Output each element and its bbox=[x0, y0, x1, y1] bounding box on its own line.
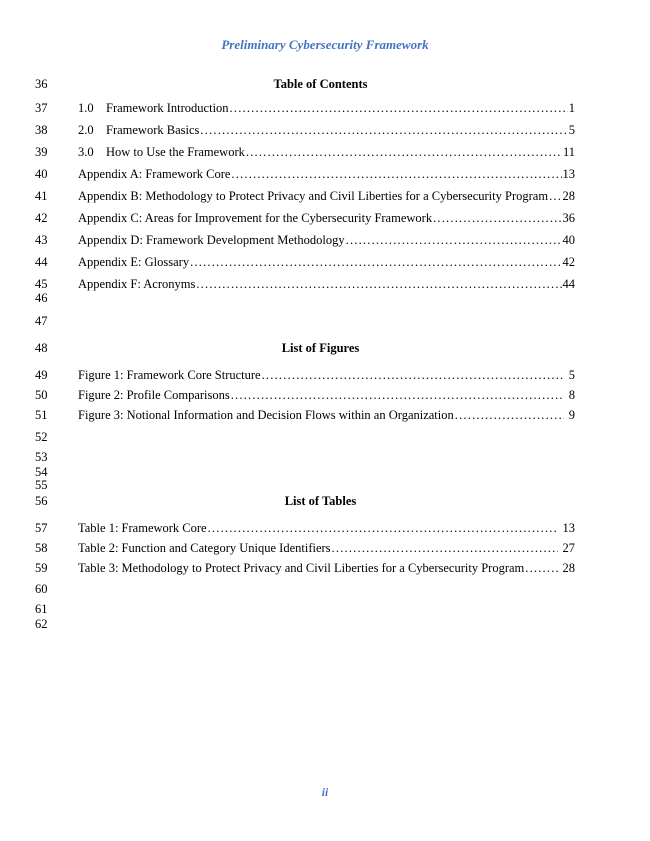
entry-label: Table 3: Methodology to Protect Privacy and Civil Liberties for a Cybersecurity Program bbox=[78, 561, 525, 575]
dot-leader bbox=[231, 388, 564, 403]
dot-leader bbox=[196, 277, 561, 292]
toc-entry-line bbox=[0, 123, 650, 138]
figure-entry[interactable] bbox=[78, 368, 575, 383]
table-entry-line bbox=[0, 561, 650, 576]
entry-page-number: 5 bbox=[568, 368, 575, 382]
line-number: 54 bbox=[35, 465, 48, 479]
dot-leader bbox=[525, 561, 557, 576]
dot-leader bbox=[549, 189, 561, 204]
line-number: 49 bbox=[35, 368, 48, 382]
blank-line bbox=[0, 314, 650, 329]
line-number: 62 bbox=[35, 617, 48, 631]
entry-page-number: 13 bbox=[562, 521, 575, 535]
line-number: 40 bbox=[35, 167, 48, 181]
line-number: 57 bbox=[35, 521, 48, 535]
line-number: 42 bbox=[35, 211, 48, 225]
figure-entry-line bbox=[0, 388, 650, 403]
dot-leader bbox=[246, 145, 562, 160]
entry-page-number: 27 bbox=[562, 541, 575, 555]
page-number-footer: ii bbox=[321, 787, 329, 799]
entry-label: Appendix B: Methodology to Protect Privacy and Civil Liberties for a Cybersecurity Program bbox=[78, 189, 549, 203]
blank-line bbox=[0, 582, 650, 597]
entry-label: Appendix E: Glossary bbox=[78, 255, 190, 269]
toc-entry[interactable] bbox=[78, 211, 575, 226]
figure-entry-line bbox=[0, 408, 650, 423]
table-entry[interactable] bbox=[78, 541, 575, 556]
tables-heading: List of Tables bbox=[284, 494, 357, 508]
line-number: 58 bbox=[35, 541, 48, 555]
toc-entry-line bbox=[0, 277, 650, 292]
entry-page-number: 5 bbox=[568, 123, 575, 137]
section-number: 1.0 bbox=[78, 101, 94, 115]
toc-entry-line bbox=[0, 211, 650, 226]
toc-entry-line bbox=[0, 101, 650, 116]
line-number: 60 bbox=[35, 582, 48, 596]
entry-page-number: 40 bbox=[562, 233, 575, 247]
toc-heading-line bbox=[0, 77, 650, 92]
line-number: 36 bbox=[35, 77, 48, 91]
toc-entry-line bbox=[0, 167, 650, 182]
line-number: 39 bbox=[35, 145, 48, 159]
blank-line bbox=[0, 291, 650, 306]
line-number: 59 bbox=[35, 561, 48, 575]
tables-heading-line bbox=[0, 494, 650, 509]
line-number: 37 bbox=[35, 101, 48, 115]
line-number: 56 bbox=[35, 494, 48, 508]
entry-page-number: 8 bbox=[568, 388, 575, 402]
line-number: 48 bbox=[35, 341, 48, 355]
line-number: 61 bbox=[35, 602, 48, 616]
toc-entry-line bbox=[0, 255, 650, 270]
entry-label: Appendix A: Framework Core bbox=[78, 167, 231, 181]
table-entry-line bbox=[0, 541, 650, 556]
dot-leader bbox=[332, 541, 558, 556]
entry-label: Appendix D: Framework Development Methodology bbox=[78, 233, 345, 247]
line-number: 41 bbox=[35, 189, 48, 203]
blank-line bbox=[0, 602, 650, 617]
toc-entry[interactable] bbox=[78, 255, 575, 270]
toc-entry[interactable] bbox=[78, 189, 575, 204]
blank-line bbox=[0, 430, 650, 445]
table-entry-line bbox=[0, 521, 650, 536]
line-number: 50 bbox=[35, 388, 48, 402]
entry-label: Framework Introduction bbox=[106, 101, 229, 115]
line-number: 53 bbox=[35, 450, 48, 464]
dot-leader bbox=[231, 167, 561, 182]
entry-label: Appendix C: Areas for Improvement for the Cybersecurity Framework bbox=[78, 211, 433, 225]
line-number: 55 bbox=[35, 478, 48, 492]
entry-page-number: 28 bbox=[562, 561, 575, 575]
blank-line bbox=[0, 617, 650, 632]
entry-page-number: 28 bbox=[562, 189, 575, 203]
entry-label: Figure 1: Framework Core Structure bbox=[78, 368, 261, 382]
entry-label: Table 2: Function and Category Unique Identifiers bbox=[78, 541, 331, 555]
section-number: 3.0 bbox=[78, 145, 94, 159]
dot-leader bbox=[346, 233, 562, 248]
line-number: 38 bbox=[35, 123, 48, 137]
entry-label: Figure 2: Profile Comparisons bbox=[78, 388, 230, 402]
entry-page-number: 11 bbox=[562, 145, 575, 159]
line-number: 47 bbox=[35, 314, 48, 328]
toc-entry[interactable] bbox=[78, 233, 575, 248]
figures-heading-line bbox=[0, 341, 650, 356]
line-number: 43 bbox=[35, 233, 48, 247]
toc-heading: Table of Contents bbox=[273, 77, 368, 91]
table-entry[interactable] bbox=[78, 561, 575, 576]
line-number: 51 bbox=[35, 408, 48, 422]
entry-label: How to Use the Framework bbox=[106, 145, 245, 159]
entry-page-number: 9 bbox=[568, 408, 575, 422]
figures-heading: List of Figures bbox=[281, 341, 360, 355]
dot-leader bbox=[262, 368, 564, 383]
toc-entry[interactable] bbox=[78, 145, 575, 160]
line-number: 46 bbox=[35, 291, 48, 305]
toc-entry[interactable] bbox=[78, 123, 575, 138]
entry-page-number: 36 bbox=[562, 211, 575, 225]
blank-line bbox=[0, 450, 650, 465]
entry-label: Appendix F: Acronyms bbox=[78, 277, 196, 291]
toc-entry[interactable] bbox=[78, 101, 575, 116]
running-header: Preliminary Cybersecurity Framework bbox=[221, 37, 429, 52]
dot-leader bbox=[200, 123, 567, 138]
entry-label: Figure 3: Notional Information and Decision Flows within an Organization bbox=[78, 408, 454, 422]
figure-entry-line bbox=[0, 368, 650, 383]
entry-page-number: 1 bbox=[568, 101, 575, 115]
entry-page-number: 13 bbox=[562, 167, 575, 181]
entry-page-number: 42 bbox=[562, 255, 575, 269]
entry-label: Framework Basics bbox=[106, 123, 200, 137]
section-number: 2.0 bbox=[78, 123, 94, 137]
dot-leader bbox=[208, 521, 558, 536]
toc-entry[interactable] bbox=[78, 167, 575, 182]
dot-leader bbox=[230, 101, 568, 116]
toc-entry-line bbox=[0, 189, 650, 204]
dot-leader bbox=[190, 255, 561, 270]
toc-entry-line bbox=[0, 233, 650, 248]
dot-leader bbox=[455, 408, 564, 423]
toc-entry[interactable] bbox=[78, 277, 575, 292]
entry-label: Table 1: Framework Core bbox=[78, 521, 207, 535]
dot-leader bbox=[433, 211, 561, 226]
line-number: 45 bbox=[35, 277, 48, 291]
table-entry[interactable] bbox=[78, 521, 575, 536]
figure-entry[interactable] bbox=[78, 408, 575, 423]
line-number: 52 bbox=[35, 430, 48, 444]
figure-entry[interactable] bbox=[78, 388, 575, 403]
line-number: 44 bbox=[35, 255, 48, 269]
toc-entry-line bbox=[0, 145, 650, 160]
blank-line bbox=[0, 478, 650, 493]
entry-page-number: 44 bbox=[562, 277, 575, 291]
